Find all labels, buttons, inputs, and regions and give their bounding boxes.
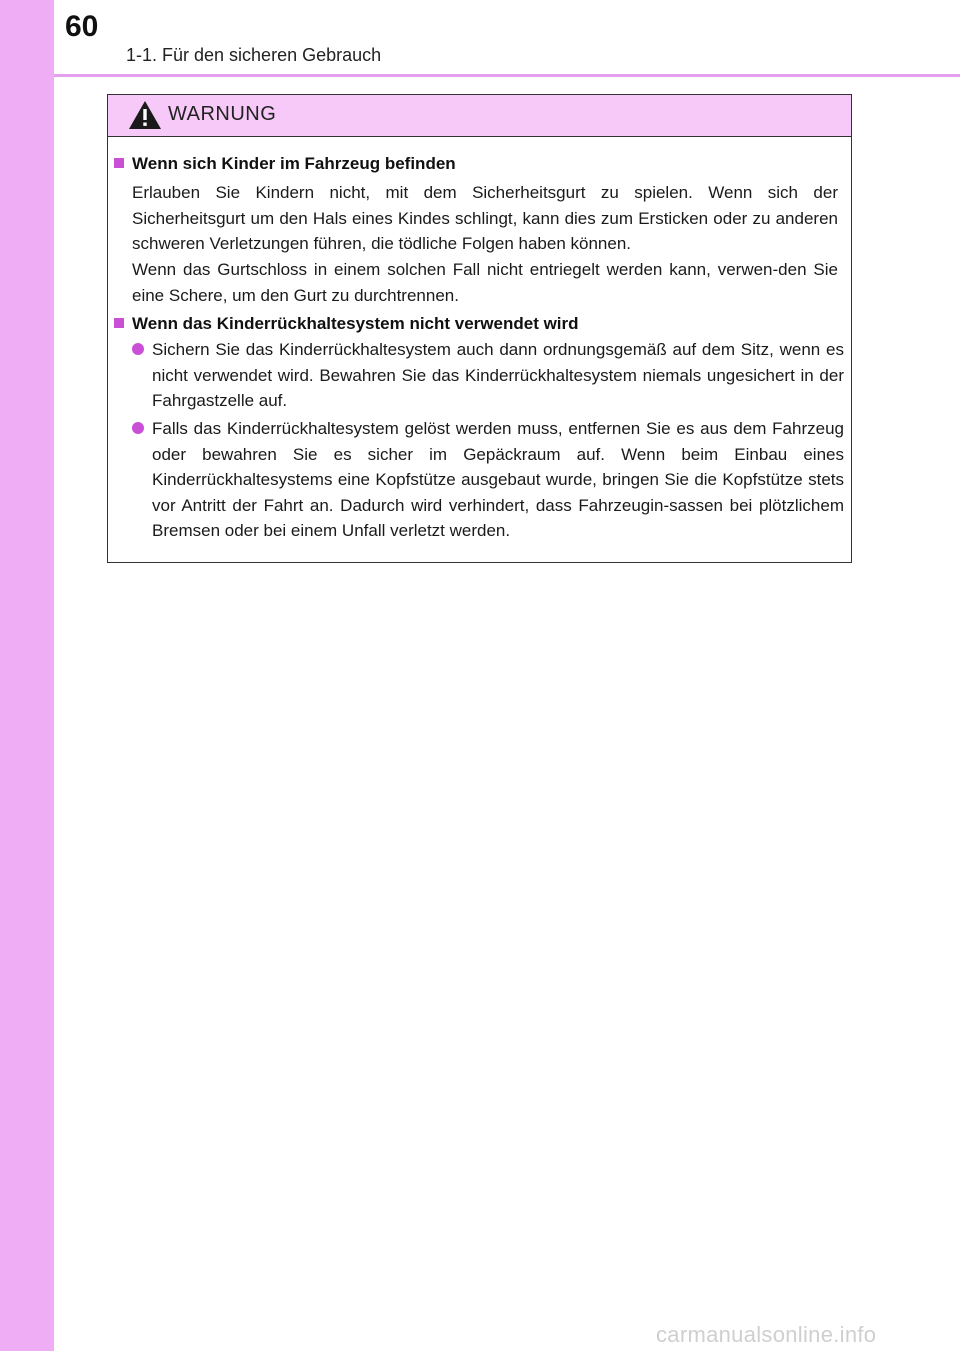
round-bullet-icon <box>132 343 144 355</box>
round-bullet-icon <box>132 422 144 434</box>
page-number: 60 <box>65 10 99 43</box>
square-bullet-icon <box>114 318 124 328</box>
warning-triangle-icon <box>128 100 162 130</box>
section-title: 1-1. Für den sicheren Gebrauch <box>126 45 382 65</box>
paragraph: Erlauben Sie Kindern nicht, mit dem Sicherheitsgurt zu spielen. Wenn sich der Sicherheitsgurt um den Hals eines Kindes schlingt, kann dies zum Ersticken oder zu anderen schweren Verletzungen führen, die tödliche Folgen haben können. <box>132 183 838 253</box>
paragraph: Wenn das Gurtschloss in einem solchen Fall nicht entriegelt werden kann, verwen-den Sie eine Schere, um den Gurt zu durchtrennen. <box>132 260 838 305</box>
section-heading-unused-seat: Wenn das Kinderrückhaltesystem nicht verwendet wird <box>114 314 579 334</box>
warning-box: WARNUNG Wenn sich Kinder im Fahrzeug befinden Erlauben Sie Kindern nicht, mit dem Sicherheitsgurt zu spielen. Wenn sich der Sicherheitsgurt um den Hals eines Kindes schlingt, kann dies zum Ersticken oder zu anderen schweren Verletzungen führen, die tödliche Folgen haben können. Wenn das Gurtschloss in einem solchen Fall nicht entriegelt werden kann, verwen-den Sie eine Schere, um den Gurt zu durchtrennen. Wenn das Kinderrückhaltesystem nicht verwendet wird Sichern Sie das Kinderrückhaltesystem auch dann ordnungsgemäß auf dem Sitz, wenn es nicht verwendet wird. Bewahren Sie das Kinderrückhaltesystem niemals ungesichert in der Fahrgastzelle auf. Falls das Kinderrückhaltesystem gelöst werden muss, entfernen Sie es aus dem Fahrzeug oder bewahren Sie es sicher im Gepäckraum auf. Wenn beim Einbau eines Kinderrückhaltesystems eine Kopfstütze ausgebaut wurde, bringen Sie die Kopfstütze stets vor Antritt der Fahrt an. Dadurch wird verhindert, dass Fahrzeugin-sassen bei plötzlichem Bremsen oder bei einem Unfall verletzt werden. <box>107 94 852 563</box>
side-color-band <box>0 0 54 1351</box>
section-heading-children: Wenn sich Kinder im Fahrzeug befinden <box>114 154 456 174</box>
square-bullet-icon <box>114 158 124 168</box>
header-rule <box>54 74 960 77</box>
watermark: carmanualsonline.info <box>656 1322 877 1347</box>
warning-header <box>108 95 851 137</box>
warning-label: WARNUNG <box>168 103 277 125</box>
